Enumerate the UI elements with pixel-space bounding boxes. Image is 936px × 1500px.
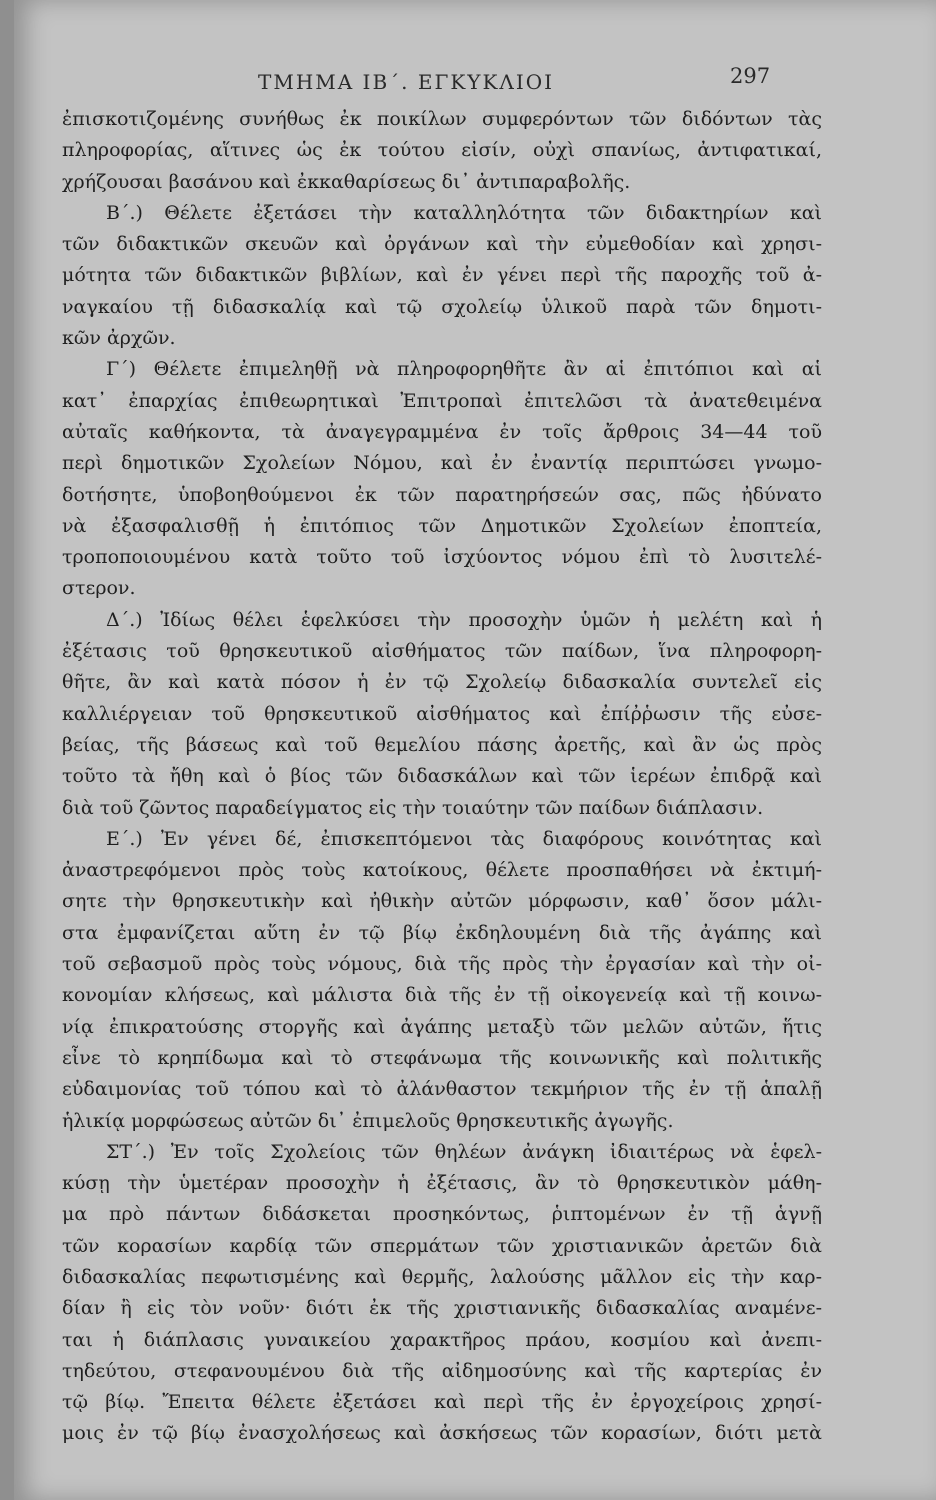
text-line: τῶν διδακτικῶν σκευῶν καὶ ὀργάνων καὶ τὴν εὐμεθοδίαν καὶ χρησι- — [62, 233, 822, 256]
text-line: μοις ἐν τῷ βίῳ ἐνασχολήσεως καὶ ἀσκήσεως τῶν κορασίων, διότι μετὰ — [62, 1422, 822, 1445]
text-line: τηδεύτου, στεφανουμένου διὰ τῆς αἰδημοσύνης καὶ τῆς καρτερίας ἐν — [62, 1359, 822, 1382]
text-line: νὰ ἐξασφαλισθῇ ἡ ἐπιτόπιος τῶν Δημοτικῶν Σχολείων ἐποπτεία, — [62, 514, 822, 537]
text-line: αὐταῖς καθήκοντα, τὰ ἀναγεγραμμένα ἐν τοῖς ἄρθροις 34—44 τοῦ — [62, 420, 822, 443]
text-line: ναγκαίου τῇ διδασκαλίᾳ καὶ τῷ σχολείῳ ὑλικοῦ παρὰ τῶν δημοτι- — [62, 295, 822, 318]
text-line: μότητα τῶν διδακτικῶν βιβλίων, καὶ ἐν γένει περὶ τῆς παροχῆς τοῦ ἀ- — [62, 264, 822, 287]
text-line: κῶν ἀρχῶν. — [62, 327, 176, 350]
text-line: καλλιέργειαν τοῦ θρησκευτικοῦ αἰσθήματος καὶ ἐπίῤῥωσιν τῆς εὐσε- — [62, 702, 822, 725]
text-line: περὶ δημοτικῶν Σχολείων Νόμου, καὶ ἐν ἐναντίᾳ περιπτώσει γνωμο- — [62, 452, 822, 475]
book-page — [14, 0, 936, 1500]
page-number: 297 — [730, 64, 771, 88]
text-line: τροποποιουμένου κατὰ τοῦτο τοῦ ἰσχύοντος νόμου ἐπὶ τὸ λυσιτελέ- — [62, 546, 822, 569]
body-text — [62, 104, 822, 1450]
text-line: στα ἐμφανίζεται αὕτη ἐν τῷ βίῳ ἐκδηλουμένη διὰ τῆς ἀγάπης καὶ — [62, 921, 822, 944]
text-line: Γ΄) Θέλετε ἐπιμεληθῇ νὰ πληροφορηθῆτε ἂν αἱ ἐπιτόπιοι καὶ αἱ — [106, 358, 822, 381]
text-line: ἀναστρεφόμενοι πρὸς τοὺς κατοίκους, θέλετε προσπαθήσει νὰ ἐκτιμή- — [62, 859, 822, 882]
text-line: ἐξέτασις τοῦ θρησκευτικοῦ αἰσθήματος τῶν παίδων, ἵνα πληροφορη- — [62, 640, 822, 663]
text-line: τοῦ σεβασμοῦ πρὸς τοὺς νόμους, διὰ τῆς πρὸς τὴν ἐργασίαν καὶ τὴν οἰ- — [62, 953, 822, 976]
text-line: δίαν ἢ εἰς τὸν νοῦν· διότι ἐκ τῆς χριστιανικῆς διδασκαλίας αναμένε- — [62, 1297, 822, 1320]
text-line: ἡλικίᾳ μορφώσεως αὐτῶν δι᾽ ἐπιμελοῦς θρησκευτικῆς ἀγωγῆς. — [62, 1109, 674, 1132]
text-line: Δ΄.) Ἰδίως θέλει ἑφελκύσει τὴν προσοχὴν ὑμῶν ἡ μελέτη καὶ ἡ — [106, 608, 822, 631]
text-line: ΣΤ΄.) Ἐν τοῖς Σχολείοις τῶν θηλέων ἀνάγκη ἰδιαιτέρως νὰ ἑφελ- — [106, 1140, 822, 1163]
text-line: πληροφορίας, αἵτινες ὡς ἐκ τούτου εἰσίν, οὐχὶ σπανίως, ἀντιφατικαί, — [62, 139, 822, 162]
text-line: χρήζουσαι βασάνου καὶ ἐκκαθαρίσεως δι᾽ ἀντιπαραβολῆς. — [62, 170, 631, 193]
text-line: δοτήσητε, ὑποβοηθούμενοι ἐκ τῶν παρατηρήσεών σας, πῶς ἠδύνατο — [62, 483, 822, 506]
text-line: μα πρὸ πάντων διδάσκεται προσηκόντως, ῥιπτομένων ἐν τῇ ἁγνῇ — [62, 1203, 822, 1226]
text-line: ἐπισκοτιζομένης συνήθως ἐκ ποικίλων συμφερόντων τῶν διδόντων τὰς — [62, 108, 822, 130]
text-line: διδασκαλίας πεφωτισμένης καὶ θερμῆς, λαλούσης μᾶλλον εἰς τὴν καρ- — [62, 1265, 822, 1288]
text-line: διὰ τοῦ ζῶντος παραδείγματος εἰς τὴν τοιαύτην τῶν παίδων διάπλασιν. — [62, 796, 764, 819]
text-line: σητε τὴν θρησκευτικὴν καὶ ἠθικὴν αὐτῶν μόρφωσιν, καθ᾽ ὅσον μάλι- — [62, 890, 822, 913]
page-header — [14, 62, 936, 102]
text-line: θῆτε, ἂν καὶ κατὰ πόσον ἡ ἐν τῷ Σχολείῳ διδασκαλία συντελεῖ εἰς — [62, 671, 822, 694]
text-line: τοῦτο τὰ ἤθη καὶ ὁ βίος τῶν διδασκάλων καὶ τῶν ἱερέων ἐπιδρᾷ καὶ — [62, 765, 822, 788]
text-line: τῷ βίῳ. Ἔπειτα θέλετε ἐξετάσει καὶ περὶ τῆς ἐν ἐργοχείροις χρησί- — [62, 1391, 822, 1414]
running-head: ΤΜΗΜΑ ΙΒ΄. ΕΓΚΥΚΛΙΟΙ — [258, 70, 555, 94]
text-line: ται ἡ διάπλασις γυναικείου χαρακτῆρος πράου, κοσμίου καὶ ἀνεπι- — [62, 1328, 822, 1351]
text-line: βείας, τῆς βάσεως καὶ τοῦ θεμελίου πάσης ἀρετῆς, καὶ ἂν ὡς πρὸς — [62, 733, 822, 756]
text-line: κύσῃ τὴν ὑμετέραν προσοχὴν ἡ ἐξέτασις, ἂν τὸ θρησκευτικὸν μάθη- — [62, 1172, 822, 1195]
text-line: τῶν κορασίων καρδίᾳ τῶν σπερμάτων τῶν χριστιανικῶν ἀρετῶν διὰ — [62, 1234, 822, 1257]
text-line: Β΄.) Θέλετε ἐξετάσει τὴν καταλληλότητα τῶν διδακτηρίων καὶ — [106, 201, 822, 224]
text-line: νίᾳ ἐπικρατούσης στοργῆς καὶ ἀγάπης μεταξὺ τῶν μελῶν αὐτῶν, ἥτις — [62, 1015, 822, 1038]
text-line: εἶνε τὸ κρηπίδωμα καὶ τὸ στεφάνωμα τῆς κοινωνικῆς καὶ πολιτικῆς — [62, 1046, 822, 1069]
text-line: Ε΄.) Ἐν γένει δέ, ἐπισκεπτόμενοι τὰς διαφόρους κοινότητας καὶ — [106, 827, 822, 850]
text-line: κονομίαν κλήσεως, καὶ μάλιστα διὰ τῆς ἐν τῇ οἰκογενείᾳ καὶ τῇ κοινω- — [62, 984, 822, 1007]
text-line: στερον. — [62, 577, 136, 600]
text-line: κατ᾽ ἐπαρχίας ἐπιθεωρητικαὶ Ἐπιτροπαὶ ἐπιτελῶσι τὰ ἀνατεθειμένα — [62, 389, 822, 412]
text-line: εὐδαιμονίας τοῦ τόπου καὶ τὸ ἀλάνθαστον τεκμήριον τῆς ἐν τῇ ἁπαλῇ — [62, 1078, 822, 1101]
